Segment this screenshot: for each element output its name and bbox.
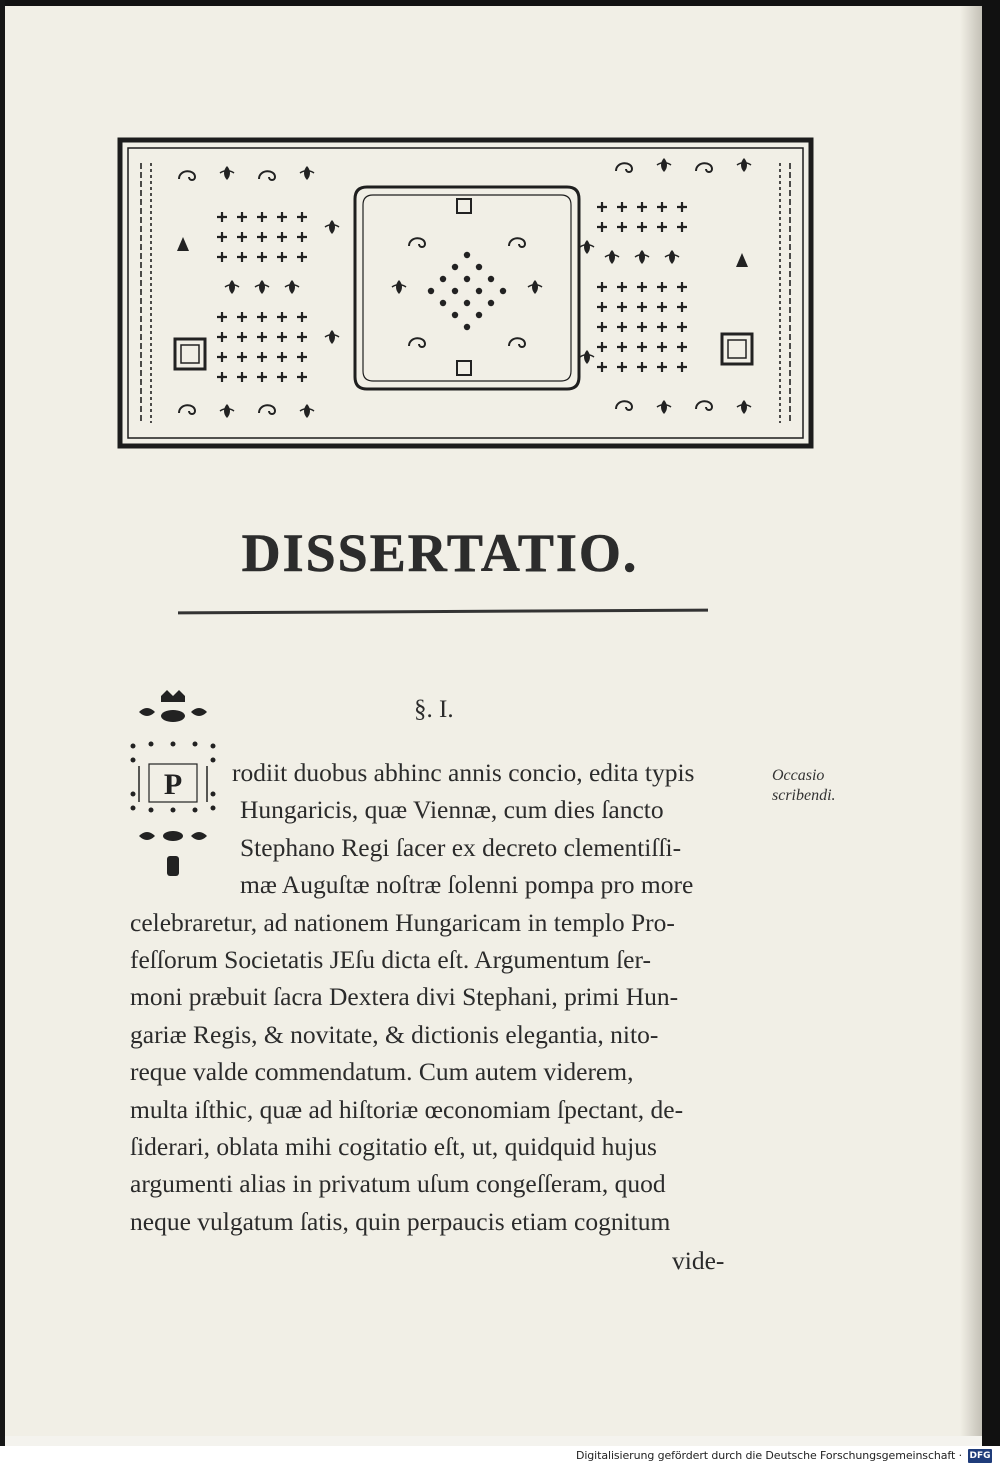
text-line: argumenti alias in privatum uſum congeſſeram, quod [130,1169,666,1198]
text-line: feſſorum Societatis JEſu dicta eſt. Argumentum ſer- [130,945,651,974]
text-line: multa iſthic, quæ ad hiſtoriæ œconomiam ſpectant, de- [130,1095,684,1124]
dfg-logo: DFG [969,1451,991,1461]
text-line: moni præbuit ſacra Dextera divi Stephani, primi Hun- [130,982,679,1011]
section-mark: §. I. [414,696,454,723]
text-line: Hungaricis, quæ Viennæ, cum dies ſancto [240,795,664,824]
text-line: celebraretur, ad nationem Hungaricam in templo Pro- [130,908,675,937]
catchword: vide- [672,1246,725,1275]
margin-note-line: Occasio [772,767,825,784]
text-line: mæ Auguſtæ noſtræ ſolenni pompa pro more [240,870,694,899]
decorated-initial [121,686,226,886]
margin-note-line: scribendi. [772,787,836,804]
text-line: neque vulgatum ſatis, quin perpaucis etiam cognitum [130,1207,671,1236]
footer-credit: Digitalisierung gefördert durch die Deutsche Forschungsgemeinschaft · [575,1449,962,1462]
text-line: ſiderari, oblata mihi cogitatio eſt, ut, quidquid hujus [130,1132,657,1161]
text-line: Stephano Regi ſacer ex decreto clementiſſi- [240,833,682,862]
ornamental-headpiece [117,137,814,449]
scan-border-right [982,0,1000,1446]
footer-bar [0,1446,1000,1466]
text-line: reque valde commendatum. Cum autem viderem, [130,1057,634,1086]
page-title: DISSERTATIO. [241,523,639,583]
margin-note [772,766,836,806]
text-line: gariæ Regis, & novitate, & dictionis elegantia, nito- [130,1020,659,1049]
initial-letter: P [163,768,183,801]
text-line: rodiit duobus abhinc annis concio, edita typis [232,758,695,787]
